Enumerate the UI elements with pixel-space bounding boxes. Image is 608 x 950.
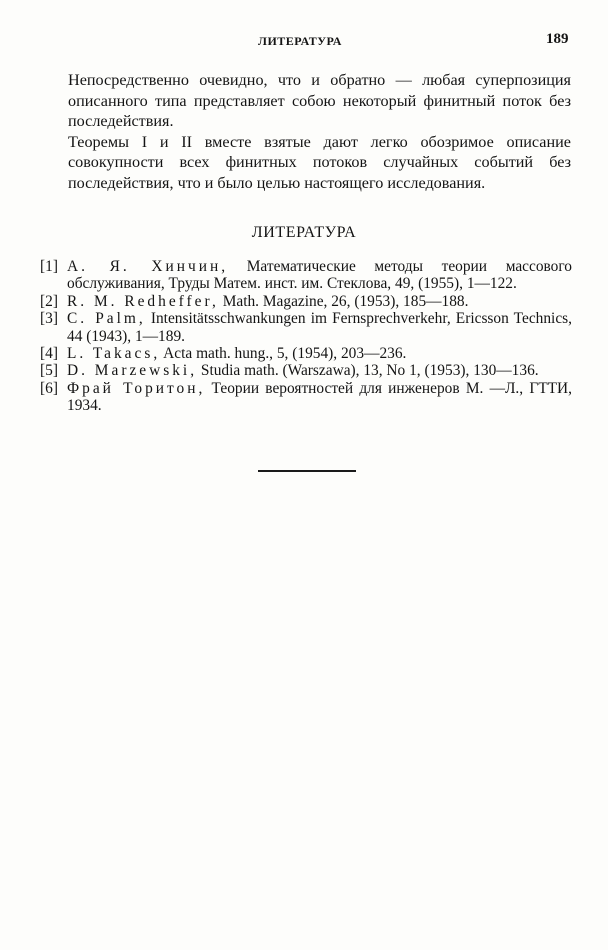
reference-author: D. Marzewski, (67, 362, 198, 380)
reference-citation: Studia math. (Warszawa), 13, No 1, (1953), 130—136. (200, 362, 539, 380)
reference-number: [2] (40, 292, 58, 310)
paragraph: Теоремы I и II вместе взятые дают легко обозримое описание совокупности всех финитных потоков случайных событий без последействия, что и было целью настоящего исследования. (68, 132, 571, 192)
references-title: ЛИТЕРАТУРА (251, 224, 357, 241)
reference-item (40, 293, 572, 310)
reference-citation: Acta math. hung., 5, (1954), 203—236. (163, 345, 407, 363)
reference-item (40, 345, 572, 362)
reference-item (40, 258, 572, 293)
reference-item (40, 380, 572, 415)
reference-text (67, 380, 572, 415)
reference-citation: Math. Magazine, 26, (1953), 185—188. (222, 292, 469, 310)
reference-citation: Intensitätsschwankungen im Fernsprechverkehr, Ericsson Technics, 44 (1943), 1—189. (67, 310, 572, 345)
reference-number: [5] (40, 362, 58, 380)
reference-author: Фрай Торитон, (67, 379, 206, 397)
reference-number: [6] (40, 379, 58, 397)
reference-citation: Математические методы теории массового обслуживания, Труды Матем. инст. им. Стеклова, 49, (1955), 1—122. (67, 258, 572, 293)
reference-number: [4] (40, 345, 58, 363)
reference-author: А. Я. Хинчин, (67, 258, 229, 275)
reference-author: C. Palm, (67, 310, 146, 328)
body-text (68, 70, 571, 194)
reference-item (40, 362, 572, 379)
reference-item (40, 310, 572, 345)
reference-text (67, 258, 572, 293)
reference-number: [3] (40, 310, 58, 328)
reference-number: [1] (40, 258, 58, 275)
page-number: 189 (546, 31, 569, 47)
end-rule (258, 470, 356, 472)
running-head: ЛИТЕРАТУРА (258, 34, 342, 48)
reference-text (67, 345, 572, 362)
reference-text (67, 362, 572, 379)
reference-text (67, 293, 572, 310)
reference-author: L. Takacs, (67, 345, 161, 363)
reference-citation: Теории вероятностей для инженеров М. —Л., ГТТИ, 1934. (67, 379, 572, 415)
reference-list (40, 258, 572, 415)
paragraph: Непосредственно очевидно, что и обратно — любая суперпозиция описанного типа представляет собою некоторый финитный поток без последействия. (68, 71, 571, 131)
reference-author: R. M. Redheffer, (67, 292, 219, 310)
reference-text (67, 310, 572, 345)
